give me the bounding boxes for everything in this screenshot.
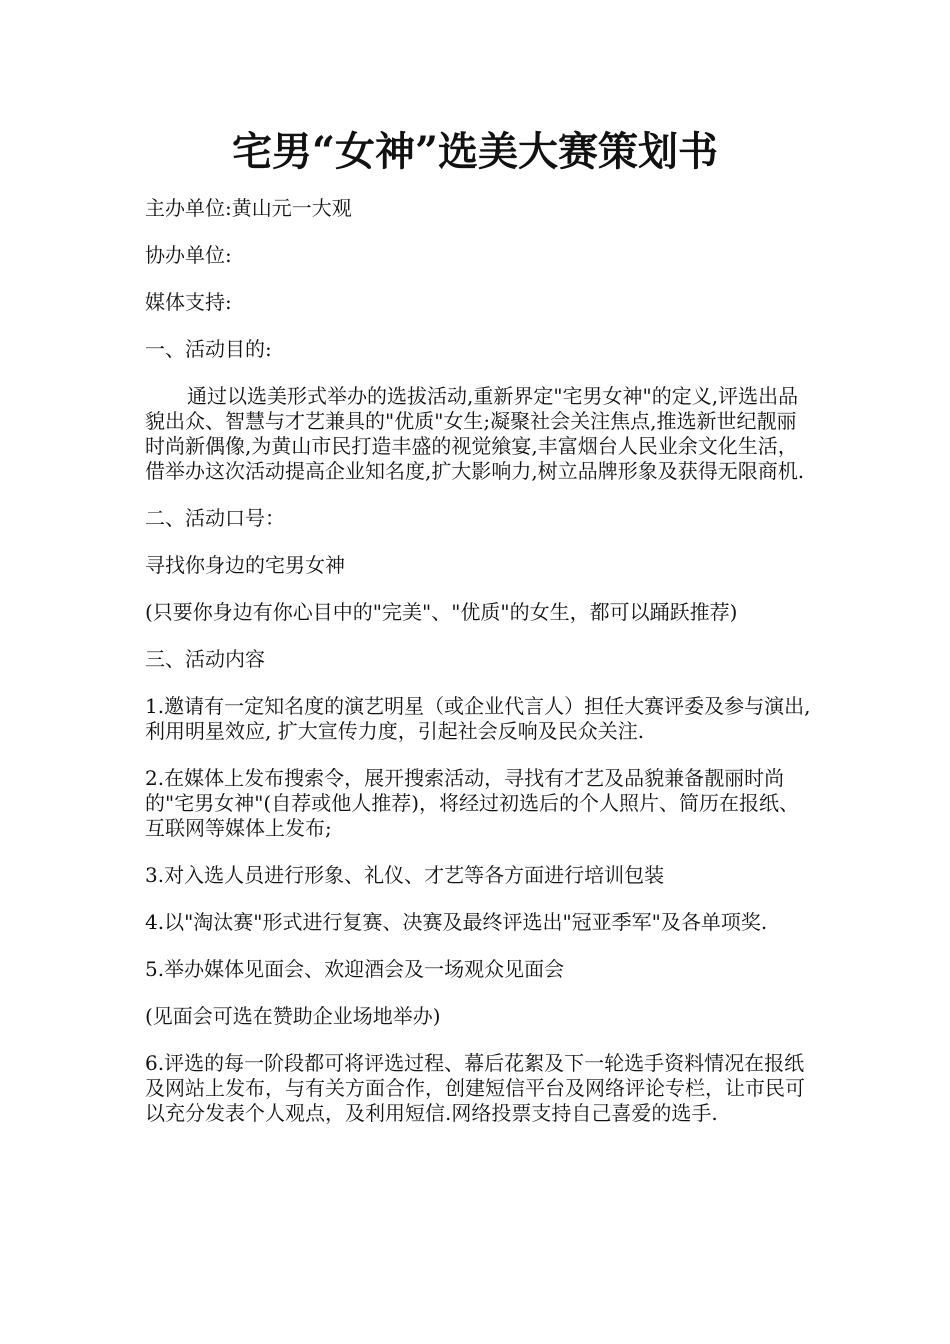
content-item-6: 6.评选的每一阶段都可将评选过程、幕后花絮及下一轮选手资料情况在报纸及网站上发布，与有关方面合作，创建短信平台及网络评论专栏，让市民可以充分发表个人观点，及利用短信.网络投票支持自己喜爱的选手. xyxy=(145,1051,805,1125)
content-item-4: 4.以"淘汰赛"形式进行复赛、决赛及最终评选出"冠亚季军"及各单项奖. xyxy=(145,910,768,934)
purpose-paragraph: 通过以选美形式举办的选拔活动,重新界定"宅男女神"的定义,评选出品貌出众、智慧与才艺兼具的"优质"女生;凝聚社会关注焦点,推选新世纪靓丽时尚新偶像,为黄山市民打造丰盛的视觉飨宴,丰富烟台人民业余文化生活，借举办这次活动提高企业知名度,扩大影响力,树立品牌形象及获得无限商机. xyxy=(145,384,805,483)
organizer-line: 主办单位:黄山元一大观 xyxy=(145,196,352,220)
slogan-note: (只要你身边有你心目中的"完美"、"优质"的女生，都可以踊跃推荐) xyxy=(145,600,738,624)
content-item-3: 3.对入选人员进行形象、礼仪、才艺等各方面进行培训包装 xyxy=(145,863,665,887)
content-item-5-note: (见面会可选在赞助企业场地举办) xyxy=(145,1004,441,1028)
content-item-1: 1.邀请有一定知名度的演艺明星（或企业代言人）担任大赛评委及参与演出,利用明星效应, 扩大宣传力度，引起社会反响及民众关注. xyxy=(145,694,811,743)
section-heading-slogan: 二、活动口号： xyxy=(145,506,285,530)
section-heading-content: 三、活动内容 xyxy=(145,647,265,671)
slogan-text: 寻找你身边的宅男女神 xyxy=(145,553,345,577)
media-support-line: 媒体支持: xyxy=(145,290,232,314)
document-body xyxy=(145,196,813,1148)
content-item-2: 2.在媒体上发布搜索令，展开搜索活动，寻找有才艺及品貌兼备靓丽时尚的"宅男女神"(自荐或他人推荐)，将经过初选后的个人照片、简历在报纸、互联网等媒体上发布; xyxy=(145,766,800,840)
content-item-5: 5.举办媒体见面会、欢迎酒会及一场观众见面会 xyxy=(145,957,565,981)
document-title: 宅男“女神”选美大赛策划书 xyxy=(231,128,718,175)
section-heading-purpose: 一、活动目的: xyxy=(145,337,272,361)
co-organizer-line: 协办单位: xyxy=(145,243,232,267)
